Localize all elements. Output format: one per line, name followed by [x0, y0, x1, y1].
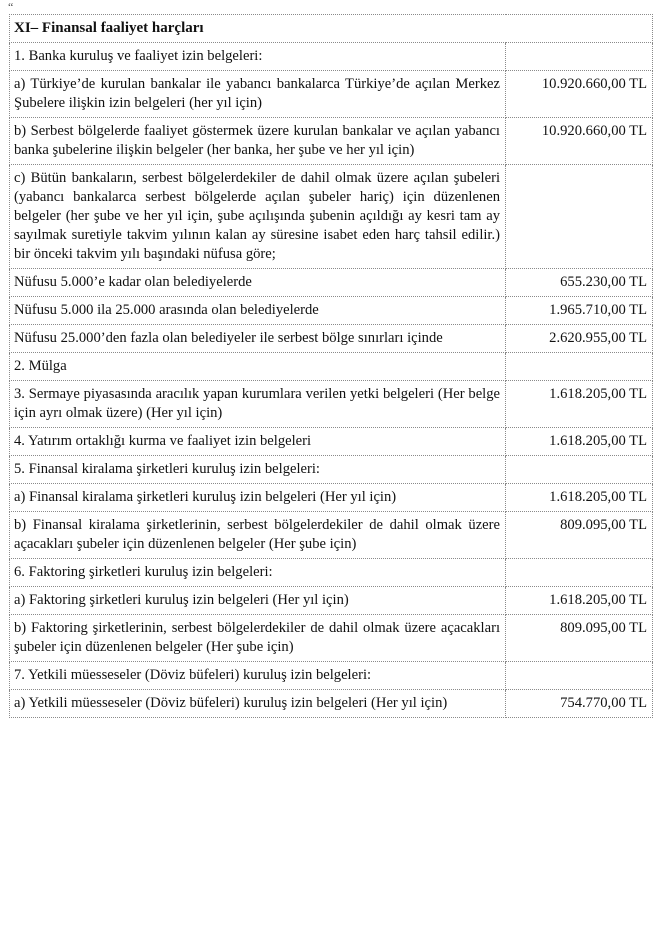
table-row: [10, 615, 653, 662]
row-amount: [506, 662, 653, 690]
row-amount: 2.620.955,00 TL: [506, 325, 653, 353]
row-amount: [506, 353, 653, 381]
row-description: a) Finansal kiralama şirketleri kuruluş izin belgeleri (Her yıl için): [10, 484, 506, 512]
row-description: b) Finansal kiralama şirketlerinin, serbest bölgelerdekiler de dahil olmak üzere açacakları şubeler için düzenlenen belgeler (Her şube için): [10, 512, 506, 559]
section-title-row: [10, 15, 653, 43]
row-description: c) Bütün bankaların, serbest bölgelerdekiler de dahil olmak üzere açılan şubeleri (yabancı bankalarca serbest bölgelerde açılan şubeler hariç) için düzenlenen belgeler (her şube ve her yıl için, şube açılışında şubenin açıldığı ay kesri tam ay sayılmak suretiyle takvim yılının kalan ay süresine isabet eden harç tahsil edilir.) bir önceki takvim yılı başındaki nüfusa göre;: [10, 165, 506, 269]
section-title: XI– Finansal faaliyet harçları: [10, 15, 653, 43]
row-amount: [506, 456, 653, 484]
fee-table: [9, 14, 653, 718]
table-row: [10, 353, 653, 381]
row-description: 6. Faktoring şirketleri kuruluş izin belgeleri:: [10, 559, 506, 587]
row-description: 3. Sermaye piyasasında aracılık yapan kurumlara verilen yetki belgeleri (Her belge için ayrı olmak üzere) (Her yıl için): [10, 381, 506, 428]
table-row: [10, 165, 653, 269]
row-amount: 10.920.660,00 TL: [506, 71, 653, 118]
table-row: [10, 662, 653, 690]
row-amount: 809.095,00 TL: [506, 615, 653, 662]
row-description: Nüfusu 25.000’den fazla olan belediyeler ile serbest bölge sınırları içinde: [10, 325, 506, 353]
row-amount: [506, 43, 653, 71]
opening-quote-mark: “: [8, 0, 14, 14]
row-description: Nüfusu 5.000’e kadar olan belediyelerde: [10, 269, 506, 297]
row-amount: 1.618.205,00 TL: [506, 587, 653, 615]
row-amount: 1.618.205,00 TL: [506, 381, 653, 428]
table-row: [10, 381, 653, 428]
row-description: Nüfusu 5.000 ila 25.000 arasında olan belediyelerde: [10, 297, 506, 325]
row-amount: 10.920.660,00 TL: [506, 118, 653, 165]
table-row: [10, 43, 653, 71]
row-amount: 1.618.205,00 TL: [506, 428, 653, 456]
row-amount: 809.095,00 TL: [506, 512, 653, 559]
row-description: 7. Yetkili müesseseler (Döviz büfeleri) kuruluş izin belgeleri:: [10, 662, 506, 690]
row-amount: 655.230,00 TL: [506, 269, 653, 297]
table-row: [10, 484, 653, 512]
table-row: [10, 118, 653, 165]
row-description: a) Faktoring şirketleri kuruluş izin belgeleri (Her yıl için): [10, 587, 506, 615]
table-row: [10, 512, 653, 559]
row-amount: 754.770,00 TL: [506, 690, 653, 718]
table-row: [10, 690, 653, 718]
row-amount: 1.965.710,00 TL: [506, 297, 653, 325]
row-amount: 1.618.205,00 TL: [506, 484, 653, 512]
fee-table-body: [10, 15, 653, 718]
table-row: [10, 428, 653, 456]
row-amount: [506, 165, 653, 269]
table-row: [10, 587, 653, 615]
table-row: [10, 297, 653, 325]
row-description: 5. Finansal kiralama şirketleri kuruluş izin belgeleri:: [10, 456, 506, 484]
table-row: [10, 325, 653, 353]
row-description: 2. Mülga: [10, 353, 506, 381]
row-description: b) Faktoring şirketlerinin, serbest bölgelerdekiler de dahil olmak üzere açacakları şubeler için düzenlenen belgeler (Her şube için): [10, 615, 506, 662]
table-row: [10, 559, 653, 587]
row-description: 4. Yatırım ortaklığı kurma ve faaliyet izin belgeleri: [10, 428, 506, 456]
row-amount: [506, 559, 653, 587]
table-row: [10, 71, 653, 118]
row-description: a) Türkiye’de kurulan bankalar ile yabancı bankalarca Türkiye’de açılan Merkez Şubelere ilişkin izin belgeleri (her yıl için): [10, 71, 506, 118]
row-description: a) Yetkili müesseseler (Döviz büfeleri) kuruluş izin belgeleri (Her yıl için): [10, 690, 506, 718]
row-description: b) Serbest bölgelerde faaliyet göstermek üzere kurulan bankalar ve açılan yabancı banka şubelerine ilişkin belgeler (her banka, her şube ve her yıl için): [10, 118, 506, 165]
table-row: [10, 456, 653, 484]
table-row: [10, 269, 653, 297]
row-description: 1. Banka kuruluş ve faaliyet izin belgeleri:: [10, 43, 506, 71]
